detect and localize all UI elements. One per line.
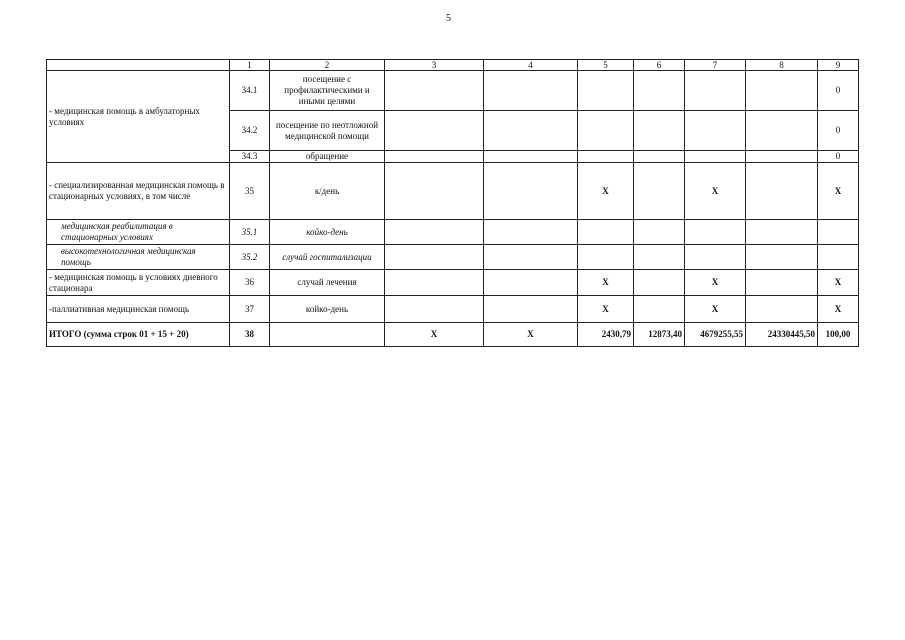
table-row bbox=[47, 71, 859, 111]
row-code: 35.1 bbox=[230, 220, 270, 245]
cell-col-7: X bbox=[685, 163, 746, 220]
cell-col-8: 24330445,50 bbox=[746, 323, 818, 347]
row-code: 35 bbox=[230, 163, 270, 220]
cell-col-5: X bbox=[578, 163, 634, 220]
row-label-ambulatory: - медицинская помощь в амбулаторных условиях bbox=[47, 71, 230, 163]
row-label-hightech: высокотехнологичная медицинская помощь bbox=[47, 245, 230, 270]
row-label-rehab: медицинская реабилитация в стационарных условиях bbox=[47, 220, 230, 245]
row-label-specialized: - специализированная медицинская помощь в стационарных условиях, в том числе bbox=[47, 163, 230, 220]
header-col-4: 4 bbox=[484, 60, 578, 71]
cell-col-3: X bbox=[385, 323, 484, 347]
row-code: 38 bbox=[230, 323, 270, 347]
header-col-8: 8 bbox=[746, 60, 818, 71]
cell-col-4: X bbox=[484, 323, 578, 347]
cell-col-5: 2430,79 bbox=[578, 323, 634, 347]
cell-col-9: X bbox=[818, 296, 859, 323]
row-unit: случай лечения bbox=[270, 270, 385, 296]
financial-table bbox=[46, 59, 859, 347]
header-col-6: 6 bbox=[634, 60, 685, 71]
cell-col-9: X bbox=[818, 163, 859, 220]
header-col-3: 3 bbox=[385, 60, 484, 71]
row-code: 34.1 bbox=[230, 71, 270, 111]
header-col-5: 5 bbox=[578, 60, 634, 71]
cell-col-7: 4679255,55 bbox=[685, 323, 746, 347]
total-row bbox=[47, 323, 859, 347]
header-col-9: 9 bbox=[818, 60, 859, 71]
table-row bbox=[47, 245, 859, 270]
cell-col-9: 0 bbox=[818, 151, 859, 163]
row-unit: обращение bbox=[270, 151, 385, 163]
row-unit: к/день bbox=[270, 163, 385, 220]
page-number: 5 bbox=[446, 13, 451, 24]
cell-col-9: X bbox=[818, 270, 859, 296]
row-code: 37 bbox=[230, 296, 270, 323]
row-unit: койко-день bbox=[270, 296, 385, 323]
row-code: 36 bbox=[230, 270, 270, 296]
row-unit: посещение по неотложной медицинской помощи bbox=[270, 111, 385, 151]
row-unit: случай госпитализации bbox=[270, 245, 385, 270]
table-row bbox=[47, 270, 859, 296]
table-row bbox=[47, 296, 859, 323]
table-row bbox=[47, 220, 859, 245]
cell-col-5: X bbox=[578, 270, 634, 296]
column-header-row bbox=[47, 60, 859, 71]
row-code: 35.2 bbox=[230, 245, 270, 270]
cell-col-9: 0 bbox=[818, 111, 859, 151]
cell-col-6: 12873,40 bbox=[634, 323, 685, 347]
cell-col-9: 100,00 bbox=[818, 323, 859, 347]
cell-col-5: X bbox=[578, 296, 634, 323]
row-label-palliative: -паллиативная медицинская помощь bbox=[47, 296, 230, 323]
header-col-2: 2 bbox=[270, 60, 385, 71]
header-empty bbox=[47, 60, 230, 71]
row-code: 34.2 bbox=[230, 111, 270, 151]
row-label-dayhospital: - медицинская помощь в условиях дневного стационара bbox=[47, 270, 230, 296]
cell-col-7: X bbox=[685, 270, 746, 296]
row-unit: койко-день bbox=[270, 220, 385, 245]
cell-col-9: 0 bbox=[818, 71, 859, 111]
header-col-7: 7 bbox=[685, 60, 746, 71]
row-label-total: ИТОГО (сумма строк 01 + 15 + 20) bbox=[47, 323, 230, 347]
table-row bbox=[47, 163, 859, 220]
cell-col-7: X bbox=[685, 296, 746, 323]
row-unit: посещение с профилактическими и иными целями bbox=[270, 71, 385, 111]
row-code: 34.3 bbox=[230, 151, 270, 163]
header-col-1: 1 bbox=[230, 60, 270, 71]
